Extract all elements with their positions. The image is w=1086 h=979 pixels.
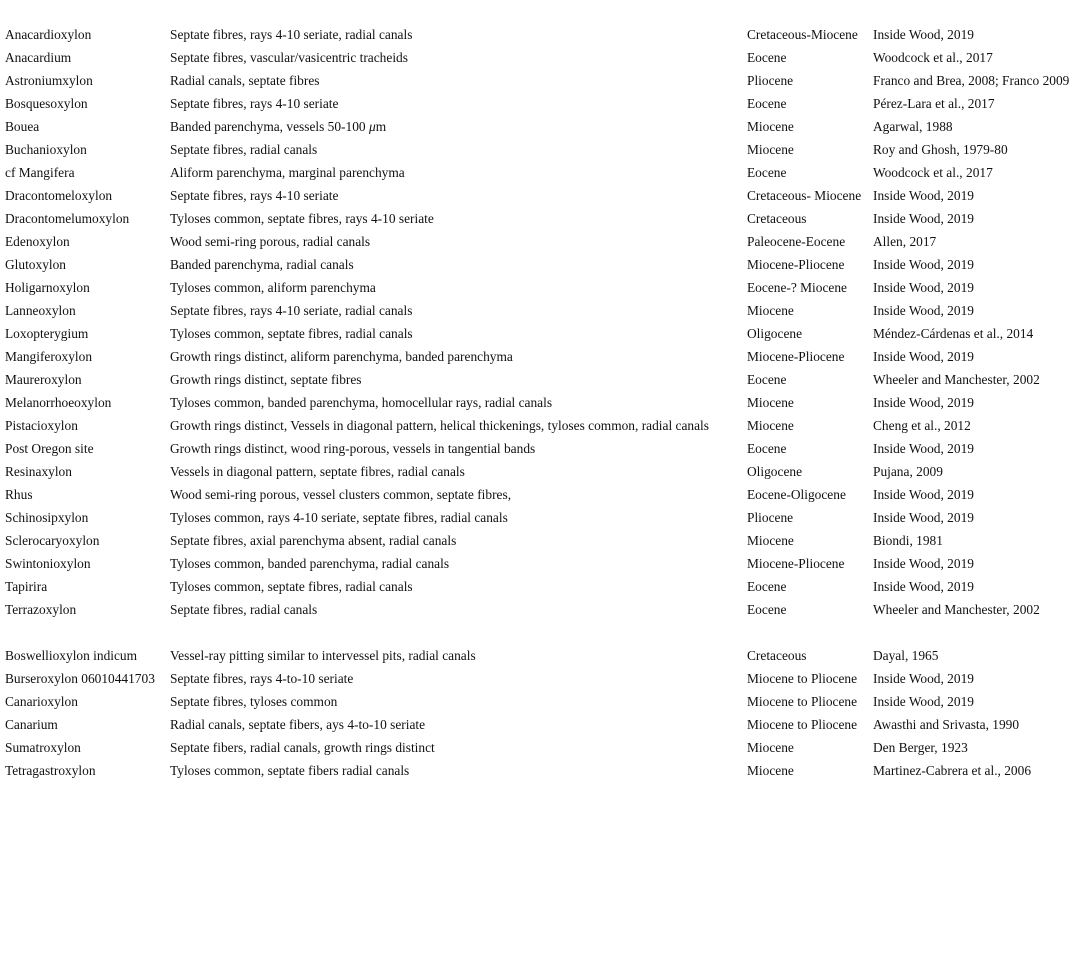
genus-cell: Tapirira — [5, 579, 48, 594]
age-cell: Eocene — [747, 165, 787, 180]
reference-cell: Inside Wood, 2019 — [873, 579, 974, 594]
reference-cell: Inside Wood, 2019 — [873, 349, 974, 364]
characters-cell: Tyloses common, septate fibres, radial canals — [170, 579, 413, 594]
genus-cell: Pistacioxylon — [5, 418, 78, 433]
characters-cell: Septate fibres, rays 4-10 seriate, radial canals — [170, 27, 413, 42]
age-cell: Eocene — [747, 441, 787, 456]
age-cell: Miocene — [747, 303, 794, 318]
genus-cell: Canarioxylon — [5, 694, 78, 709]
genus-cell: Terrazoxylon — [5, 602, 77, 617]
table-row — [5, 92, 1086, 115]
characters-cell: Septate fibres, radial canals — [170, 602, 318, 617]
age-cell: Cretaceous — [747, 211, 807, 226]
genus-cell: Bosquesoxylon — [5, 96, 88, 111]
reference-cell: Inside Wood, 2019 — [873, 211, 974, 226]
age-cell: Oligocene — [747, 464, 803, 479]
age-cell: Cretaceous- Miocene — [747, 188, 862, 203]
table-row — [5, 575, 1086, 598]
table-row — [5, 345, 1086, 368]
table-row — [5, 115, 1086, 138]
characters-cell: Septate fibers, radial canals, growth rings distinct — [170, 740, 435, 755]
characters-cell: Vessel-ray pitting similar to intervessel pits, radial canals — [170, 648, 476, 663]
characters-cell: Septate fibres, rays 4-10 seriate — [170, 96, 339, 111]
reference-cell: Inside Wood, 2019 — [873, 303, 974, 318]
table-row — [5, 276, 1086, 299]
reference-cell: Den Berger, 1923 — [873, 740, 968, 755]
characters-cell: Aliform parenchyma, marginal parenchyma — [170, 165, 405, 180]
age-cell: Paleocene-Eocene — [747, 234, 846, 249]
reference-cell: Awasthi and Srivasta, 1990 — [873, 717, 1020, 732]
reference-cell: Inside Wood, 2019 — [873, 556, 974, 571]
genus-cell: Anacardium — [5, 50, 72, 65]
genus-cell: Holigarnoxylon — [5, 280, 90, 295]
characters-cell: Wood semi-ring porous, vessel clusters common, septate fibres, — [170, 487, 512, 502]
table-row — [5, 437, 1086, 460]
characters-cell: Tyloses common, septate fibres, radial canals — [170, 326, 413, 341]
characters-cell: Septate fibres, tyloses common — [170, 694, 338, 709]
characters-cell: Tyloses common, banded parenchyma, homocellular rays, radial canals — [170, 395, 553, 410]
fossil-wood-table — [5, 23, 1086, 782]
reference-cell: Allen, 2017 — [873, 234, 937, 249]
reference-cell: Martinez-Cabrera et al., 2006 — [873, 763, 1032, 778]
age-cell: Miocene — [747, 418, 794, 433]
table-row — [5, 46, 1086, 69]
reference-cell: Biondi, 1981 — [873, 533, 943, 548]
table-row — [5, 483, 1086, 506]
genus-cell: Post Oregon site — [5, 441, 94, 456]
genus-cell: Glutoxylon — [5, 257, 67, 272]
genus-cell: Resinaxylon — [5, 464, 72, 479]
age-cell: Eocene-Oligocene — [747, 487, 846, 502]
age-cell: Eocene-? Miocene — [747, 280, 847, 295]
characters-cell: Septate fibres, rays 4-10 seriate — [170, 188, 339, 203]
characters-cell: Radial canals, septate fibres — [170, 73, 320, 88]
reference-cell: Woodcock et al., 2017 — [873, 165, 993, 180]
age-cell: Miocene to Pliocene — [747, 671, 858, 686]
characters-cell: Septate fibres, radial canals — [170, 142, 318, 157]
reference-cell: Dayal, 1965 — [873, 648, 939, 663]
reference-cell: Inside Wood, 2019 — [873, 441, 974, 456]
genus-cell: Boswellioxylon indicum — [5, 648, 138, 663]
reference-cell: Inside Wood, 2019 — [873, 694, 974, 709]
table-row — [5, 69, 1086, 92]
genus-cell: Canarium — [5, 717, 58, 732]
table-row — [5, 552, 1086, 575]
table-row — [5, 391, 1086, 414]
genus-cell: Rhus — [5, 487, 33, 502]
table-group — [5, 644, 1086, 782]
genus-cell: Astroniumxylon — [5, 73, 93, 88]
genus-cell: Burseroxylon 06010441703 — [5, 671, 155, 686]
characters-cell: Growth rings distinct, septate fibres — [170, 372, 362, 387]
age-cell: Miocene — [747, 763, 794, 778]
reference-cell: Wheeler and Manchester, 2002 — [873, 372, 1040, 387]
table-row — [5, 230, 1086, 253]
characters-cell: Tyloses common, septate fibres, rays 4-10 seriate — [170, 211, 434, 226]
age-cell: Eocene — [747, 579, 787, 594]
reference-cell: Inside Wood, 2019 — [873, 671, 974, 686]
table-row — [5, 161, 1086, 184]
table-row — [5, 322, 1086, 345]
genus-cell: Schinosipxylon — [5, 510, 89, 525]
table-row — [5, 299, 1086, 322]
table-row — [5, 138, 1086, 161]
characters-cell: Tyloses common, banded parenchyma, radial canals — [170, 556, 450, 571]
table-row — [5, 598, 1086, 621]
table-row — [5, 23, 1086, 46]
reference-cell: Méndez-Cárdenas et al., 2014 — [873, 326, 1034, 341]
age-cell: Miocene — [747, 740, 794, 755]
reference-cell: Cheng et al., 2012 — [873, 418, 971, 433]
genus-cell: Sclerocaryoxylon — [5, 533, 100, 548]
characters-cell: Septate fibres, rays 4-to-10 seriate — [170, 671, 354, 686]
group-separator — [5, 621, 1086, 644]
age-cell: Eocene — [747, 372, 787, 387]
genus-cell: Lanneoxylon — [5, 303, 76, 318]
table-row — [5, 759, 1086, 782]
characters-cell: Radial canals, septate fibers, ays 4-to-10 seriate — [170, 717, 426, 732]
age-cell: Miocene — [747, 395, 794, 410]
age-cell: Cretaceous-Miocene — [747, 27, 858, 42]
genus-cell: Dracontomeloxylon — [5, 188, 113, 203]
age-cell: Miocene — [747, 119, 794, 134]
age-cell: Pliocene — [747, 510, 794, 525]
genus-cell: Loxopterygium — [5, 326, 89, 341]
genus-cell: Sumatroxylon — [5, 740, 81, 755]
table-row — [5, 184, 1086, 207]
reference-cell: Agarwal, 1988 — [873, 119, 953, 134]
genus-cell: Bouea — [5, 119, 40, 134]
genus-cell: Melanorrhoeoxylon — [5, 395, 112, 410]
reference-cell: Woodcock et al., 2017 — [873, 50, 993, 65]
characters-cell: Banded parenchyma, radial canals — [170, 257, 354, 272]
age-cell: Miocene-Pliocene — [747, 257, 845, 272]
age-cell: Miocene-Pliocene — [747, 556, 845, 571]
reference-cell: Wheeler and Manchester, 2002 — [873, 602, 1040, 617]
genus-cell: Buchanioxylon — [5, 142, 87, 157]
genus-cell: Mangiferoxylon — [5, 349, 93, 364]
reference-cell: Pujana, 2009 — [873, 464, 943, 479]
table-row — [5, 690, 1086, 713]
age-cell: Pliocene — [747, 73, 794, 88]
characters-cell: Wood semi-ring porous, radial canals — [170, 234, 371, 249]
characters-cell: Growth rings distinct, wood ring-porous, vessels in tangential bands — [170, 441, 536, 456]
table-row — [5, 667, 1086, 690]
table-row — [5, 644, 1086, 667]
characters-cell: Septate fibres, axial parenchyma absent, radial canals — [170, 533, 457, 548]
age-cell: Eocene — [747, 602, 787, 617]
table-row — [5, 713, 1086, 736]
age-cell: Miocene to Pliocene — [747, 717, 858, 732]
reference-cell: Pérez-Lara et al., 2017 — [873, 96, 995, 111]
table-row — [5, 460, 1086, 483]
age-cell: Eocene — [747, 50, 787, 65]
characters-cell: Septate fibres, rays 4-10 seriate, radial canals — [170, 303, 413, 318]
table-row — [5, 207, 1086, 230]
reference-cell: Inside Wood, 2019 — [873, 280, 974, 295]
characters-cell: Tyloses common, rays 4-10 seriate, septate fibres, radial canals — [170, 510, 508, 525]
table-group — [5, 23, 1086, 621]
genus-cell: Swintonioxylon — [5, 556, 91, 571]
table-row — [5, 414, 1086, 437]
reference-cell: Inside Wood, 2019 — [873, 188, 974, 203]
reference-cell: Inside Wood, 2019 — [873, 395, 974, 410]
genus-cell: Edenoxylon — [5, 234, 70, 249]
reference-cell: Inside Wood, 2019 — [873, 27, 974, 42]
characters-cell: Tyloses common, septate fibers radial canals — [170, 763, 410, 778]
table-row — [5, 736, 1086, 759]
reference-cell: Roy and Ghosh, 1979-80 — [873, 142, 1008, 157]
characters-cell: Vessels in diagonal pattern, septate fibres, radial canals — [170, 464, 465, 479]
table-row — [5, 529, 1086, 552]
characters-cell: Septate fibres, vascular/vasicentric tracheids — [170, 50, 408, 65]
table-row — [5, 506, 1086, 529]
characters-cell: Growth rings distinct, Vessels in diagonal pattern, helical thickenings, tyloses common, radial canals — [170, 418, 709, 433]
age-cell: Oligocene — [747, 326, 803, 341]
age-cell: Miocene-Pliocene — [747, 349, 845, 364]
age-cell: Miocene — [747, 142, 794, 157]
genus-cell: Maureroxylon — [5, 372, 82, 387]
age-cell: Miocene to Pliocene — [747, 694, 858, 709]
characters-cell: Growth rings distinct, aliform parenchyma, banded parenchyma — [170, 349, 513, 364]
reference-cell: Inside Wood, 2019 — [873, 257, 974, 272]
age-cell: Miocene — [747, 533, 794, 548]
reference-cell: Franco and Brea, 2008; Franco 2009 — [873, 73, 1070, 88]
table-row — [5, 368, 1086, 391]
genus-cell: Anacardioxylon — [5, 27, 92, 42]
age-cell: Eocene — [747, 96, 787, 111]
table-row — [5, 253, 1086, 276]
characters-cell: Tyloses common, aliform parenchyma — [170, 280, 376, 295]
reference-cell: Inside Wood, 2019 — [873, 487, 974, 502]
genus-cell: Tetragastroxylon — [5, 763, 96, 778]
genus-cell: cf Mangifera — [5, 165, 75, 180]
reference-cell: Inside Wood, 2019 — [873, 510, 974, 525]
genus-cell: Dracontomelumoxylon — [5, 211, 130, 226]
characters-cell: Banded parenchyma, vessels 50-100 μm — [170, 119, 387, 134]
age-cell: Cretaceous — [747, 648, 807, 663]
